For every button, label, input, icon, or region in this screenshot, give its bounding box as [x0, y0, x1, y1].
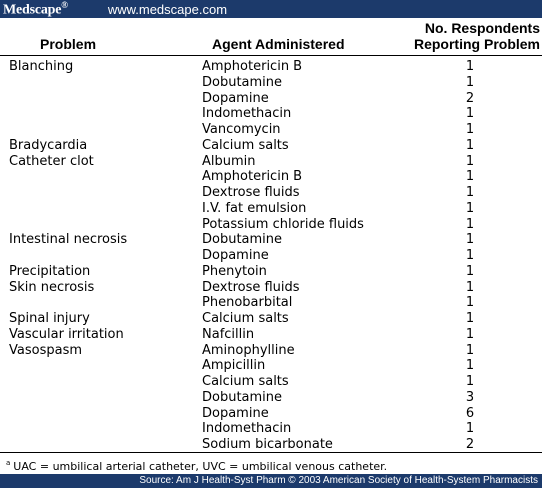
table-row: [0, 75, 542, 91]
medscape-logo[interactable]: [0, 0, 68, 18]
cell-agent: Vancomycin: [202, 122, 281, 137]
cell-count: 1: [465, 374, 475, 389]
cell-agent: Aminophylline: [202, 342, 295, 358]
registered-mark: ®: [61, 0, 68, 10]
source-bar: [0, 474, 542, 488]
cell-count: 1: [465, 358, 475, 374]
cell-count: 1: [465, 263, 475, 279]
cell-agent: Dobutamine: [202, 389, 283, 405]
table-row: [0, 264, 542, 280]
cell-agent: Dextrose fluids: [202, 185, 300, 200]
cell-agent: Calcium salts: [202, 374, 289, 389]
cell-count: 1: [465, 248, 475, 263]
cell-count: 1: [465, 137, 475, 153]
cell-agent: Phenytoin: [202, 263, 267, 279]
cell-agent: Ampicillin: [202, 358, 266, 374]
table-row: [0, 122, 542, 138]
table-row: [0, 154, 542, 170]
site-url[interactable]: www.medscape.com: [107, 1, 228, 17]
cell-count: 1: [465, 232, 475, 248]
cell-agent: Amphotericin B: [202, 169, 303, 185]
table-row: [0, 59, 542, 75]
cell-agent: Dopamine: [202, 90, 269, 106]
source-text: Source: Am J Health-Syst Pharm © 2003 American Society of Health-System Pharmacists: [139, 475, 538, 486]
cell-agent: Dopamine: [202, 248, 269, 263]
cell-agent: Dobutamine: [202, 74, 283, 90]
column-header-count-line1: No. Respondents: [424, 20, 540, 36]
cell-count: 6: [465, 405, 475, 421]
cell-count: 2: [465, 437, 475, 452]
cell-count: 3: [465, 389, 475, 405]
table-row: [0, 374, 542, 390]
table-row: [0, 390, 542, 406]
cell-agent: Calcium salts: [202, 311, 289, 326]
cell-problem: Catheter clot: [9, 153, 94, 169]
cell-problem: Precipitation: [9, 263, 91, 279]
cell-count: 1: [465, 295, 475, 311]
table-row: [0, 311, 542, 327]
cell-problem: Intestinal necrosis: [9, 232, 128, 248]
column-header-count-line2: Reporting Problem: [413, 36, 540, 52]
cell-count: 1: [465, 106, 475, 122]
table-header: [0, 18, 542, 56]
column-header-problem: Problem: [40, 36, 97, 52]
cell-agent: Phenobarbital: [202, 295, 293, 311]
cell-problem: Vasospasm: [9, 342, 83, 358]
cell-count: 1: [465, 74, 475, 90]
cell-count: 1: [465, 59, 475, 74]
table-row: [0, 138, 542, 154]
brand-name: Medscape: [3, 2, 62, 18]
table-row: [0, 280, 542, 296]
table-row: [0, 169, 542, 185]
table-row: [0, 106, 542, 122]
cell-count: 2: [465, 90, 475, 106]
cell-agent: Sodium bicarbonate: [202, 437, 333, 452]
footnote-text: UAC = umbilical arterial catheter, UVC = umbilical venous catheter.: [13, 459, 388, 473]
table-row: [0, 295, 542, 311]
cell-count: 1: [465, 326, 475, 342]
cell-agent: Amphotericin B: [202, 59, 303, 74]
cell-count: 1: [465, 200, 475, 216]
cell-agent: Dopamine: [202, 405, 269, 421]
cell-problem: Spinal injury: [9, 311, 90, 326]
cell-agent: Calcium salts: [202, 137, 289, 153]
cell-count: 1: [465, 279, 475, 295]
table-row: [0, 406, 542, 422]
cell-agent: Potassium chloride fluids: [202, 216, 364, 232]
table-row: [0, 185, 542, 201]
table-row: [0, 217, 542, 233]
cell-count: 1: [465, 122, 475, 137]
table-row: [0, 248, 542, 264]
cell-count: 1: [465, 169, 475, 185]
cell-count: 1: [465, 185, 475, 200]
cell-count: 1: [465, 311, 475, 326]
cell-agent: Indomethacin: [202, 106, 292, 122]
cell-agent: Albumin: [202, 153, 256, 169]
cell-problem: Bradycardia: [9, 137, 88, 153]
cell-count: 1: [465, 153, 475, 169]
table-row: [0, 201, 542, 217]
cell-agent: I.V. fat emulsion: [202, 200, 307, 216]
footnote-marker: a: [6, 459, 11, 467]
header-bar: [0, 0, 542, 18]
table-row: [0, 421, 542, 437]
table-row: [0, 327, 542, 343]
cell-problem: Vascular irritation: [9, 326, 124, 342]
table-row: [0, 91, 542, 107]
cell-count: 1: [465, 342, 475, 358]
footnote: [0, 452, 542, 473]
column-header-agent: Agent Administered: [212, 36, 345, 52]
cell-problem: Blanching: [9, 59, 74, 74]
cell-problem: Skin necrosis: [9, 279, 95, 295]
table-row: [0, 437, 542, 453]
table-row: [0, 232, 542, 248]
cell-agent: Dobutamine: [202, 232, 283, 248]
cell-agent: Indomethacin: [202, 421, 292, 437]
column-header-count: [400, 20, 540, 52]
cell-agent: Dextrose fluids: [202, 279, 300, 295]
cell-agent: Nafcillin: [202, 326, 255, 342]
cell-count: 1: [465, 216, 475, 232]
cell-count: 1: [465, 421, 475, 437]
table-row: [0, 343, 542, 359]
table-row: [0, 358, 542, 374]
